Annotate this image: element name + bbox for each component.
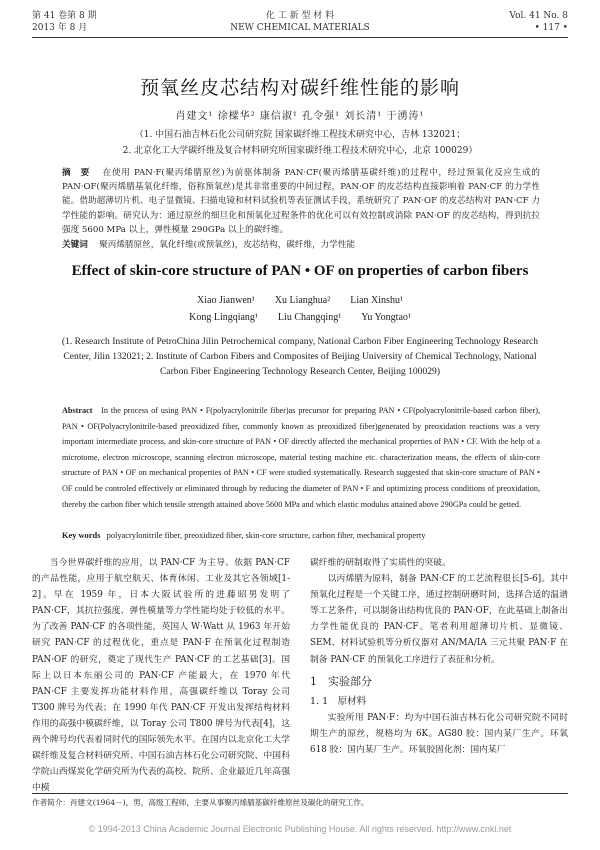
abstract-cn-text: 在使用 PAN·F(聚丙烯腈原丝)为前驱体制备 PAN·CF(聚丙烯腈基碳纤维)的过程中，经过预氧化反应生成的 PAN·OF(聚丙烯腈基氧化纤维，俗称预氧丝)是其非常重要的中间过程，PAN·OF 的皮芯结构直接影响着 PAN·CF 的力学性能。借助超薄切片机、电子显微镜、扫描电镜和材料试验机等表征测试手段，系统研究了 PAN·OF 的皮芯结构对 PAN·CF 力学性能的影响。研究认为：通过原丝的细旦化和预氧化过程条件的优化可以有效控制或消除 PAN·OF 的皮芯结构，得到抗拉强度 5600 MPa 以上，弹性模量 290GPa 以上的碳纤维。 — [62, 168, 540, 235]
header-rule — [32, 37, 568, 38]
body-paragraph: 实验所用 PAN·F：均为中国石油吉林石化公司研究院不同时期生产的原丝，规格均为 6K。AG80 胶：国内某厂生产。环氧 618 胶：国内某厂生产。环氧胶固化剂：国内某厂 — [310, 712, 568, 756]
page-number: • 117 • — [534, 23, 568, 33]
copyright-notice: © 1994-2013 China Academic Journal Electronic Publishing House. All rights reserved. http://www.cnki.net — [88, 824, 512, 834]
body-paragraph: 以丙烯腈为原料，制备 PAN·CF 的工艺流程很长[5-6]。其中预氧化过程是一个关键工序，通过控制研磨时间，选择合适的温谱等工艺条件，可以制备出结构优良的 PAN·OF，在此基础上制备出力学性能优良的 PAN·CF。笔者利用超薄切片机、显微镜、SEM、材料试验机等分析仪器对 AN/MA/IA 三元共聚 PAN·F 在制备 PAN·CF 的预氧化工序进行了表征和分析。 — [310, 574, 568, 665]
keywords-cn — [62, 238, 540, 250]
abstract-cn — [62, 166, 540, 237]
body-paragraph: 碳纤维的研制取得了实质性的突破。 — [310, 558, 451, 568]
subsection-heading-1-1: 1. 1 原材料 — [310, 695, 367, 707]
abstract-en — [62, 403, 540, 512]
journal-name-en: NEW CHEMICAL MATERIALS — [230, 23, 370, 33]
section-heading-1: 1 实验部分 — [310, 674, 372, 688]
abstract-en-text: In the process of using PAN • F(polyacrylonitrile fiber)as precursor for preparing PAN • CF(polyacrylonitrile-based carbon fiber), PAN • OF(Polyacrylonitrile-based preoxidized fiber, commonly known as preoxidized fiber)generated by preoxidation reactions was a very important intermediate process, and skin-core structure of PAN • OF directly affected the mechanical properties of PAN • CF. With the help of a microtome, electron microscope, scanning electron microscope, material testing machine etc. characterization means, the effects of skin-core structure of PAN • OF on mechanical properties of PAN • CF were studied systematically. Research suggested that skin-core structure of PAN • OF could be controled effectively or eliminated through by reducing the diameter of PAN • F and optimizing process conditions of preoxidation, thereby the carbon fiber which tensile strength attained above 5600 MPa and which elastic modulus attained above 290GPa could be getted. — [62, 406, 541, 509]
author-footnote: 作者简介：肖建文(1964－)，男，高级工程师，主要从事聚丙烯腈基碳纤维原丝及碳化的研究工作。 — [32, 798, 369, 807]
body-column-right — [310, 555, 568, 758]
affiliation-cn-1: （1. 中国石油吉林石化公司研究院 国家碳纤维工程技术研究中心，吉林 132021； — [134, 130, 466, 140]
keywords-en-text: polyacrylonitrile fiber, preoxidized fiber, skin-core structure, carbon fiber, mechanical property — [106, 531, 426, 540]
keywords-en — [62, 531, 540, 540]
body-column-left — [32, 555, 290, 796]
abstract-en-label: Abstract — [62, 406, 93, 415]
abstract-cn-label: 摘 要 — [62, 168, 90, 178]
issue-info-en — [509, 10, 568, 34]
date-cn: 2013 年 8 月 — [32, 23, 88, 33]
body-paragraph: 当今世界碳纤维的应用，以 PAN·CF 为主导。依据 PAN·CF 的产品性能，应用于航空航天、体育休闲、工业及其它各领域[1-2]。早在 1959 年，日本大阪试验所的进藤昭男发明了 PAN·CF，其抗拉强度、弹性模量等力学性能均处于较低的水平。为了改善 PAN·CF 的各项性能，英国人 W·Watt 从 1963 年开始研究 PAN·CF 的过程优化，重点是 PAN·F 在预氧化过程制造 PAN·OF 的研究，奠定了现代生产 PAN·CF 的工艺基础[3]。国际上以日本东丽公司的 PAN·CF 产能最大，在 1970 年代 PAN·CF 主要发挥功能材料作用，高强碳纤维以 Toray 公司 T300 牌号为代表；在 1990 年代 PAN·CF 开发出发挥结构材料作用的高强中模碳纤维，以 Toray 公司 T800 牌号为代表[4]，这两个牌号均代表着同时代的国际领先水平。在国内以北京化工大学碳纤维及复合材料研究所、中国石油吉林石化公司研究院、中国科学院山西煤炭化学研究所为代表的高校、院所、企业最近几年高强中模 — [32, 558, 290, 794]
authors-en-1: Xiao Jianwen¹ Xu Lianghua² Lian Xinshu¹ — [197, 295, 403, 306]
journal-name-cn: 化 工 新 型 材 料 — [265, 11, 335, 21]
footnote-rule — [32, 793, 568, 794]
authors-en-2: Kong Lingqiang¹ Liu Changqing¹ Yu Yongtao¹ — [189, 312, 411, 323]
authors-cn: 肖建文¹ 徐樑华² 康信淑¹ 孔令强¹ 刘长清¹ 于湧涛¹ — [175, 111, 425, 122]
volume-en: Vol. 41 No. 8 — [509, 11, 568, 21]
title-en: Effect of skin-core structure of PAN • OF on properties of carbon fibers — [71, 263, 529, 279]
keywords-cn-label: 关键词 — [62, 240, 88, 250]
title-cn: 预氧丝皮芯结构对碳纤维性能的影响 — [139, 77, 460, 99]
affiliation-en: (1. Research Institute of PetroChina Jilin Petrochemical company, National Carbon Fiber Engineering Technology Research Center, Jilin 132021; 2. Institute of Carbon Fibers and Composites of Beijing University of Chemical Technology, National Carbon Fiber Engineering Technology Research Center, Beijing 100029) — [61, 336, 539, 377]
volume-cn: 第 41 卷第 8 期 — [32, 11, 97, 21]
keywords-cn-text: 聚丙烯腈原丝，氧化纤维(或预氧丝)，皮芯结构，碳纤维，力学性能 — [99, 240, 356, 250]
keywords-en-label: Key words — [62, 531, 101, 540]
affiliation-cn-2: 2. 北京化工大学碳纤维及复合材料研究所国家碳纤维工程技术研究中心，北京 100029） — [122, 146, 478, 156]
